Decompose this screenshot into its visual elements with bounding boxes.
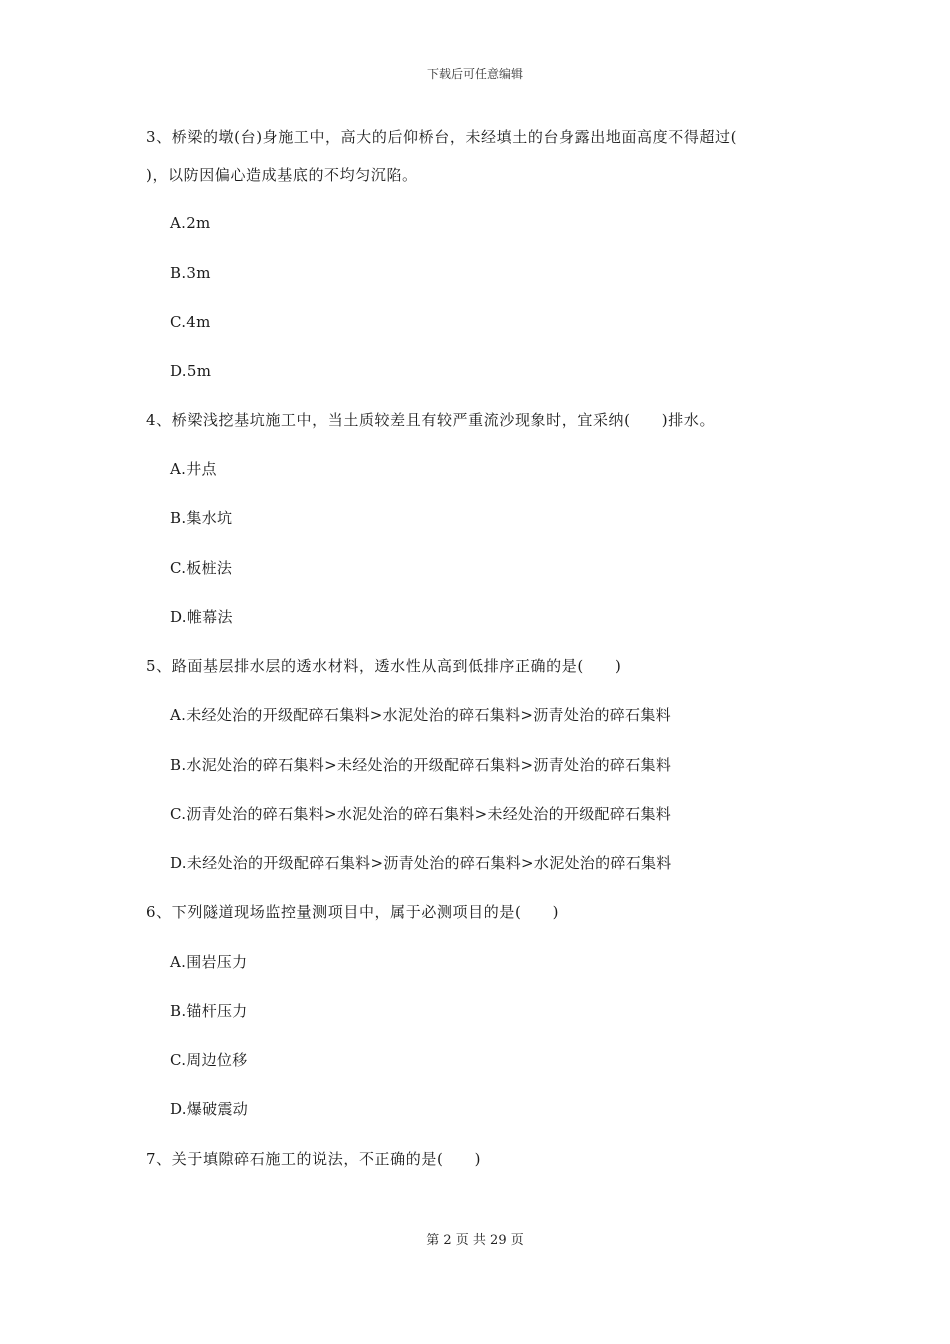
question-3-option-d: D.5m — [170, 362, 212, 380]
question-4-stem: 4、桥梁浅挖基坑施工中，当土质较差且有较严重流沙现象时，宜采纳( )排水。 — [146, 411, 716, 429]
question-5-option-a: A.未经处治的开级配碎石集料>水泥处治的碎石集料>沥青处治的碎石集料 — [170, 706, 671, 724]
question-7-stem: 7、关于填隙碎石施工的说法，不正确的是( ) — [146, 1150, 482, 1168]
question-3-stem-line-2: )，以防因偏心造成基底的不均匀沉陷。 — [146, 166, 418, 184]
question-3-stem-line-1: 3、桥梁的墩(台)身施工中，高大的后仰桥台，未经填土的台身露出地面高度不得超过( — [146, 128, 738, 146]
question-6-stem: 6、下列隧道现场监控量测项目中，属于必测项目的是( ) — [146, 903, 560, 921]
question-6-option-d: D.爆破震动 — [170, 1100, 249, 1118]
question-4-option-c: C.板桩法 — [170, 559, 233, 577]
question-5-option-c: C.沥青处治的碎石集料>水泥处治的碎石集料>未经处治的开级配碎石集料 — [170, 805, 672, 823]
question-5-stem: 5、路面基层排水层的透水材料，透水性从高到低排序正确的是( ) — [146, 657, 622, 675]
question-6-option-b: B.锚杆压力 — [170, 1002, 248, 1020]
question-6-option-c: C.周边位移 — [170, 1051, 248, 1069]
question-4-option-d: D.帷幕法 — [170, 608, 233, 626]
question-5-option-d: D.未经处治的开级配碎石集料>沥青处治的碎石集料>水泥处治的碎石集料 — [170, 854, 672, 872]
question-3-option-a: A.2m — [170, 214, 211, 232]
page-footer: 第 2 页 共 29 页 — [426, 1233, 524, 1248]
question-6-option-a: A.围岩压力 — [170, 953, 248, 971]
question-4-option-b: B.集水坑 — [170, 509, 233, 527]
page-header: 下载后可任意编辑 — [426, 67, 523, 81]
question-5-option-b: B.水泥处治的碎石集料>未经处治的开级配碎石集料>沥青处治的碎石集料 — [170, 756, 672, 774]
question-3-option-b: B.3m — [170, 264, 211, 282]
question-4-option-a: A.井点 — [170, 460, 217, 478]
question-3-option-c: C.4m — [170, 313, 211, 331]
